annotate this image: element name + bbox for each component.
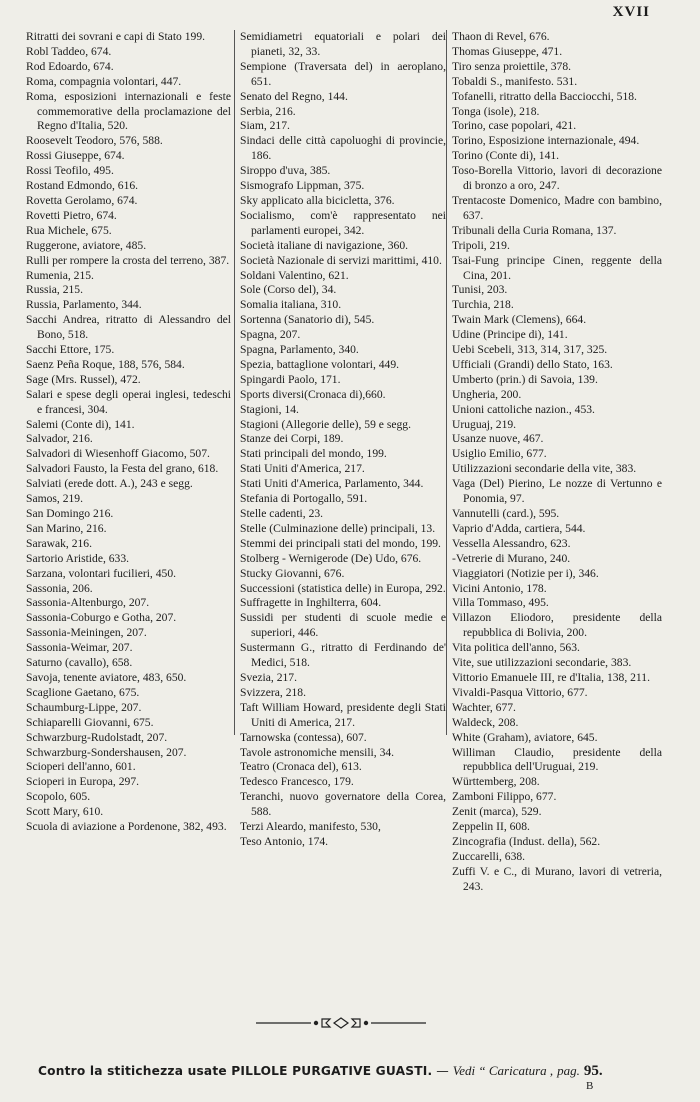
index-entry: Sarawak, 216. — [26, 536, 93, 550]
index-entry: Spagna, 207. — [240, 328, 301, 342]
index-entry: Sassonia-Coburgo e Gotha, 207. — [26, 611, 177, 625]
index-entry: Sortenna (Sanatorio di), 545. — [240, 313, 375, 327]
index-entry: Ufficiali (Grandi) dello Stato, 163. — [452, 357, 613, 371]
printer-signature: B — [586, 1080, 594, 1092]
index-entry: Sassonia, 206. — [26, 581, 93, 595]
index-entry: Stucky Giovanni, 676. — [240, 566, 345, 580]
index-entry: Sartorio Aristide, 633. — [26, 551, 130, 565]
index-entry: Scopolo, 605. — [26, 790, 91, 804]
index-entry: Spingardi Paolo, 171. — [240, 372, 341, 386]
index-entry: Zincografia (Indust. della), 562. — [452, 834, 601, 848]
footer-page-label: pag. — [557, 1063, 580, 1078]
index-entry: Villa Tommaso, 495. — [452, 596, 549, 610]
index-entry: Salvadori Fausto, la Festa del grano, 618. — [26, 462, 219, 476]
index-entry: Samos, 219. — [26, 492, 84, 506]
footer-page-ref: 95. — [583, 1063, 603, 1079]
index-entry: Rostand Edmondo, 616. — [26, 179, 139, 193]
index-entry: Tripoli, 219. — [452, 238, 510, 252]
index-column-1 — [26, 30, 231, 835]
index-entry: Vaga (Del) Pierino, Le nozze di Vertunno e Ponomia, 97. — [452, 477, 662, 506]
fleuron-ornament — [256, 1016, 426, 1030]
index-entry: Waldeck, 208. — [452, 715, 519, 729]
index-entry: -Vetrerie di Murano, 240. — [452, 551, 571, 565]
footer-advertisement — [38, 1063, 658, 1080]
index-entry: Unioni cattoliche nazion., 453. — [452, 402, 595, 416]
index-entry: Stati Uniti d'America, 217. — [240, 462, 365, 476]
index-entry: Stagioni (Allegorie delle), 59 e segg. — [240, 417, 411, 431]
index-entry: Sempione (Traversata del) in aeroplano, 651. — [240, 59, 446, 88]
index-entry: Serbia, 216. — [240, 104, 296, 118]
index-entry: Viaggiatori (Notizie per i), 346. — [452, 566, 599, 580]
index-entry: Successioni (statistica delle) in Europa, 292. — [240, 581, 446, 595]
index-entry: Sustermann G., ritratto di Ferdinando de' Medici, 518. — [240, 641, 446, 670]
index-entry: Ritratti dei sovrani e capi di Stato 199. — [26, 30, 206, 43]
index-entry: Zenit (marca), 529. — [452, 805, 542, 819]
index-entry: Società italiane di navigazione, 360. — [240, 238, 409, 252]
index-entry: Sassonia-Meiningen, 207. — [26, 626, 147, 640]
index-entry: Scaglione Gaetano, 675. — [26, 685, 140, 699]
index-entry: Schwarzburg-Sondershausen, 207. — [26, 745, 187, 759]
index-entry: Stati principali del mondo, 199. — [240, 447, 387, 461]
index-entry: Utilizzazioni secondarie della vite, 383. — [452, 462, 637, 476]
index-entry: Vessella Alessandro, 623. — [452, 536, 571, 550]
index-entry: Salvadori di Wiesenhoff Giacomo, 507. — [26, 447, 210, 461]
index-entry: Svezia, 217. — [240, 670, 297, 684]
index-entry: Torino, Esposizione internazionale, 494. — [452, 134, 640, 148]
column-divider — [446, 30, 447, 735]
index-entry: Württemberg, 208. — [452, 775, 540, 789]
index-entry: Trentacoste Domenico, Madre con bambino, 637. — [452, 193, 662, 222]
index-entry: Vicini Antonio, 178. — [452, 581, 547, 595]
index-entry: Somalia italiana, 310. — [240, 298, 342, 312]
index-entry: Zeppelin II, 608. — [452, 820, 530, 834]
index-entry: Savoja, tenente aviatore, 483, 650. — [26, 670, 187, 684]
footer-separator: — — [436, 1063, 449, 1078]
index-entry: Terzi Aleardo, manifesto, 530, — [240, 820, 381, 834]
index-entry: Usanze nuove, 467. — [452, 432, 544, 446]
index-entry: Udine (Principe di), 141. — [452, 328, 568, 342]
index-entry: Stanze dei Corpi, 189. — [240, 432, 344, 446]
index-entry: San Domingo 216. — [26, 507, 114, 520]
index-entry: White (Graham), aviatore, 645. — [452, 730, 598, 744]
index-entry: Saturno (cavallo), 658. — [26, 656, 133, 670]
index-entry: Rua Michele, 675. — [26, 223, 112, 237]
index-entry: Salviati (erede dott. A.), 243 e segg. — [26, 477, 193, 491]
index-entry: Scott Mary, 610. — [26, 805, 104, 819]
index-entry: Rulli per rompere la crosta del terreno, 387. — [26, 253, 230, 267]
index-column-3 — [452, 30, 662, 895]
index-entry: Sole (Corso del), 34. — [240, 283, 337, 297]
index-entry: Toso-Borella Vittorio, lavori di decorazione di bronzo a oro, 247. — [452, 164, 662, 193]
index-entry: Socialismo, com'è rappresentato nei parlamenti europei, 342. — [240, 208, 446, 237]
index-entry: Stelle cadenti, 23. — [240, 507, 324, 520]
index-entry: Torino (Conte di), 141. — [452, 149, 560, 163]
index-entry: Salemi (Conte di), 141. — [26, 417, 135, 431]
index-entry: Scioperi in Europa, 297. — [26, 775, 140, 789]
index-entry: Stagioni, 14. — [240, 402, 299, 416]
index-entry: Stati Uniti d'America, Parlamento, 344. — [240, 477, 424, 491]
index-entry: Schiaparelli Giovanni, 675. — [26, 715, 154, 729]
index-entry: Tofanelli, ritratto della Bacciocchi, 518. — [452, 89, 637, 103]
index-entry: Teso Antonio, 174. — [240, 834, 329, 848]
index-entry: Rod Edoardo, 674. — [26, 59, 114, 73]
index-entry: Tsai-Fung principe Cinen, reggente della Cina, 201. — [452, 253, 662, 282]
index-entry: Vita politica dell'anno, 563. — [452, 641, 580, 655]
index-entry: Stemmi dei principali stati del mondo, 199. — [240, 536, 441, 550]
index-entry: Sarzana, volontari fucilieri, 450. — [26, 566, 177, 580]
index-entry: Sussidi per studenti di scuole medie e superiori, 446. — [240, 611, 446, 640]
index-entry: Uebi Scebeli, 313, 314, 317, 325. — [452, 343, 608, 357]
index-entry: Rossi Giuseppe, 674. — [26, 149, 125, 163]
index-entry: Villazon Eliodoro, presidente della repubblica di Bolivia, 200. — [452, 611, 662, 640]
index-entry: Tobaldi S., manifesto. 531. — [452, 74, 578, 88]
index-entry: Vite, sue utilizzazioni secondarie, 383. — [452, 656, 632, 670]
index-entry: Sky applicato alla bicicletta, 376. — [240, 193, 395, 207]
index-entry: Stelle (Culminazione delle) principali, 13. — [240, 521, 436, 535]
index-entry: Teatro (Cronaca del), 613. — [240, 760, 362, 774]
index-entry: Vaprio d'Adda, cartiera, 544. — [452, 521, 586, 535]
index-entry: Roma, compagnia volontari, 447. — [26, 74, 182, 88]
index-entry: Rumenia, 215. — [26, 268, 94, 282]
index-entry: Saenz Peña Roque, 188, 576, 584. — [26, 357, 185, 371]
index-entry: Roosevelt Teodoro, 576, 588. — [26, 134, 163, 148]
index-entry: Vittorio Emanuele III, re d'Italia, 138, 211. — [452, 670, 650, 684]
index-entry: Torino, case popolari, 421. — [452, 119, 577, 133]
index-entry: Stefania di Portogallo, 591. — [240, 492, 368, 506]
index-entry: Rovetta Gerolamo, 674. — [26, 193, 138, 207]
footer-ad-text: Contro la stitichezza usate PILLOLE PURGATIVE GUASTI. — [38, 1064, 433, 1078]
index-entry: Sacchi Andrea, ritratto di Alessandro del Bono, 518. — [26, 313, 231, 342]
index-entry: Suffragette in Inghilterra, 604. — [240, 596, 382, 610]
index-entry: Tedesco Francesco, 179. — [240, 775, 354, 789]
index-entry: Wachter, 677. — [452, 700, 516, 714]
index-entry: Spagna, Parlamento, 340. — [240, 343, 359, 357]
index-entry: Salvador, 216. — [26, 432, 93, 446]
index-entry: Ungheria, 200. — [452, 387, 522, 401]
index-entry: Tarnowska (contessa), 607. — [240, 730, 367, 744]
index-entry: Ruggerone, aviatore, 485. — [26, 238, 147, 252]
footer-reference: Vedi “ Caricatura , — [452, 1063, 554, 1078]
index-entry: Zamboni Filippo, 677. — [452, 790, 557, 804]
index-entry: Tunisi, 203. — [452, 283, 508, 297]
index-entry: Salari e spese degli operai inglesi, tedeschi e francesi, 304. — [26, 387, 231, 416]
index-entry: Senato del Regno, 144. — [240, 89, 348, 103]
index-entry: Tiro senza proiettile, 378. — [452, 59, 572, 73]
index-entry: Spezia, battaglione volontari, 449. — [240, 357, 400, 371]
index-entry: Svizzera, 218. — [240, 685, 306, 699]
index-entry: Umberto (prin.) di Savoia, 139. — [452, 372, 598, 386]
index-entry: Tribunali della Curia Romana, 137. — [452, 223, 617, 237]
index-entry: Sismografo Lippman, 375. — [240, 179, 365, 193]
index-entry: Thomas Giuseppe, 471. — [452, 44, 563, 58]
index-entry: Roma, esposizioni internazionali e feste commemorative della proclamazione del Regno d'Italia, 520. — [26, 89, 231, 133]
index-entry: Scuola di aviazione a Pordenone, 382, 493. — [26, 820, 227, 834]
index-entry: Tonga (isole), 218. — [452, 104, 540, 118]
index-entry: Zuffi V. e C., di Murano, lavori di vetreria, 243. — [452, 864, 662, 893]
index-entry: Turchia, 218. — [452, 298, 514, 312]
index-entry: Thaon di Revel, 676. — [452, 30, 550, 43]
index-entry: San Marino, 216. — [26, 521, 107, 535]
index-entry: Vannutelli (card.), 595. — [452, 507, 560, 520]
index-entry: Schaumburg-Lippe, 207. — [26, 700, 142, 714]
index-entry: Scioperi dell'anno, 601. — [26, 760, 136, 774]
index-entry: Zuccarelli, 638. — [452, 849, 526, 863]
index-entry: Sassonia-Altenburgo, 207. — [26, 596, 150, 610]
index-entry: Società Nazionale di servizi marittimi, 410. — [240, 253, 442, 267]
index-entry: Taft William Howard, presidente degli Stati Uniti di America, 217. — [240, 700, 446, 729]
index-entry: Schwarzburg-Rudolstadt, 207. — [26, 730, 168, 744]
index-entry: Vivaldi-Pasqua Vittorio, 677. — [452, 685, 588, 699]
index-entry: Sports diversi(Cronaca di),660. — [240, 387, 386, 401]
index-entry: Siroppo d'uva, 385. — [240, 164, 331, 178]
index-entry: Soldani Valentino, 621. — [240, 268, 349, 282]
index-entry: Russia, Parlamento, 344. — [26, 298, 142, 312]
index-column-2 — [240, 30, 446, 850]
index-entry: Tavole astronomiche mensili, 34. — [240, 745, 395, 759]
index-entry: Sindaci delle città capoluoghi di provincie, 186. — [240, 134, 446, 163]
index-entry: Rovetti Pietro, 674. — [26, 208, 117, 222]
index-entry: Sage (Mrs. Russel), 472. — [26, 372, 141, 386]
index-entry: Twain Mark (Clemens), 664. — [452, 313, 587, 327]
index-entry: Rossi Teofilo, 495. — [26, 164, 114, 178]
page-number: XVII — [612, 4, 650, 20]
index-entry: Russia, 215. — [26, 283, 84, 297]
index-entry: Sacchi Ettore, 175. — [26, 343, 115, 357]
index-entry: Sassonia-Weimar, 207. — [26, 641, 133, 655]
index-entry: Semidiametri equatoriali e polari dei pianeti, 32, 33. — [240, 30, 446, 58]
index-entry: Williman Claudio, presidente della repubblica dell'Uruguai, 219. — [452, 745, 662, 774]
index-entry: Stolberg - Wernigerode (De) Udo, 676. — [240, 551, 422, 565]
index-entry: Uruguaj, 219. — [452, 417, 517, 431]
index-entry: Teranchi, nuovo governatore della Corea, 588. — [240, 790, 446, 819]
index-entry: Siam, 217. — [240, 119, 290, 133]
column-divider — [234, 30, 235, 735]
index-entry: Usiglio Emilio, 677. — [452, 447, 547, 461]
index-entry: Robl Taddeo, 674. — [26, 44, 112, 58]
